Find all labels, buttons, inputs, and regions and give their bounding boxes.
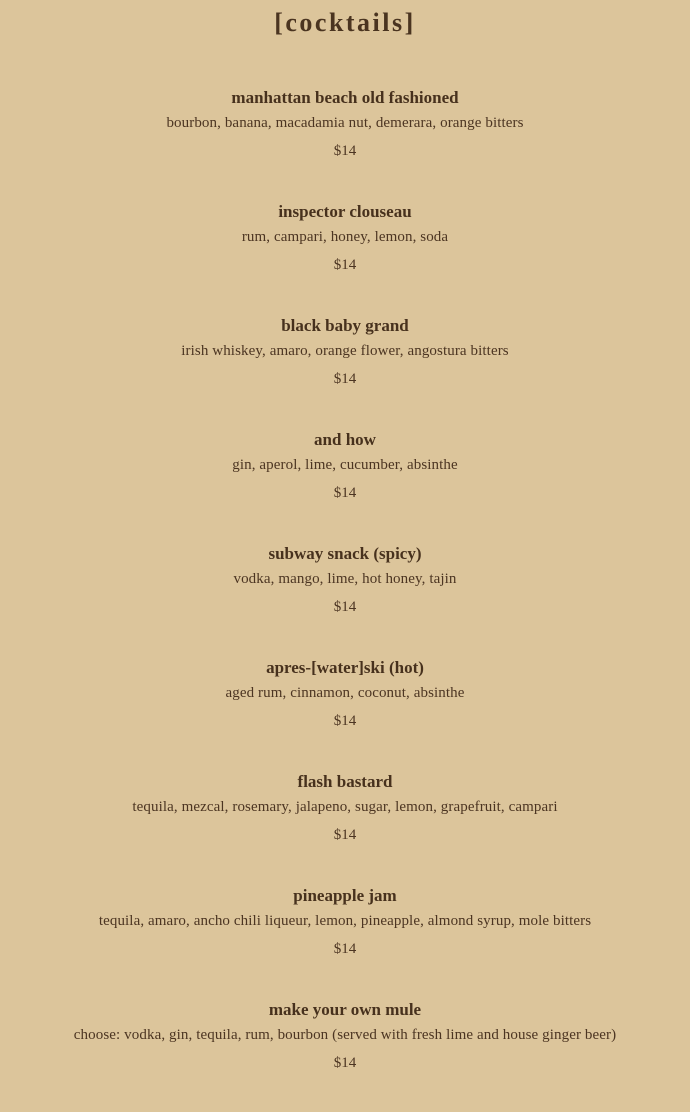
item-description: bourbon, banana, macadamia nut, demerara, orange bitters [166, 115, 524, 131]
menu-item-pineapple-jam [0, 884, 690, 998]
item-name: apres-[water]ski (hot) [266, 658, 424, 677]
item-price: $14 [333, 143, 357, 159]
item-name: subway snack (spicy) [268, 544, 422, 563]
menu-item-flash-bastard [0, 770, 690, 884]
item-name: make your own mule [268, 1000, 422, 1019]
menu-item-black-baby-grand [0, 314, 690, 428]
item-price: $14 [333, 371, 357, 387]
item-name: and how [314, 430, 376, 449]
cocktail-list [0, 86, 690, 1112]
item-name: inspector clouseau [278, 202, 412, 221]
item-description: choose: vodka, gin, tequila, rum, bourbon (served with fresh lime and house ginger beer) [73, 1027, 617, 1043]
item-description: tequila, mezcal, rosemary, jalapeno, sugar, lemon, grapefruit, campari [132, 799, 558, 815]
item-description: aged rum, cinnamon, coconut, absinthe [225, 685, 465, 701]
item-price: $14 [333, 713, 357, 729]
item-name: black baby grand [281, 316, 409, 335]
menu-item-make-your-own-mule [0, 998, 690, 1112]
item-description: rum, campari, honey, lemon, soda [241, 229, 449, 245]
item-price: $14 [333, 941, 357, 957]
item-description: vodka, mango, lime, hot honey, tajin [233, 571, 457, 587]
menu-item-inspector-clouseau [0, 200, 690, 314]
menu-item-manhattan-beach-old-fashioned [0, 86, 690, 200]
item-price: $14 [333, 599, 357, 615]
item-name: manhattan beach old fashioned [231, 88, 459, 107]
item-price: $14 [333, 1055, 357, 1071]
item-description: irish whiskey, amaro, orange flower, angostura bitters [181, 343, 509, 359]
item-price: $14 [333, 485, 357, 501]
item-price: $14 [333, 827, 357, 843]
item-description: gin, aperol, lime, cucumber, absinthe [232, 457, 458, 473]
item-name: pineapple jam [293, 886, 397, 905]
menu-item-and-how [0, 428, 690, 542]
page-title: [cocktails] [274, 8, 416, 37]
item-description: tequila, amaro, ancho chili liqueur, lemon, pineapple, almond syrup, mole bitters [98, 913, 592, 929]
item-price: $14 [333, 257, 357, 273]
item-name: flash bastard [297, 772, 393, 791]
menu-item-apres-waterski [0, 656, 690, 770]
menu-item-subway-snack [0, 542, 690, 656]
